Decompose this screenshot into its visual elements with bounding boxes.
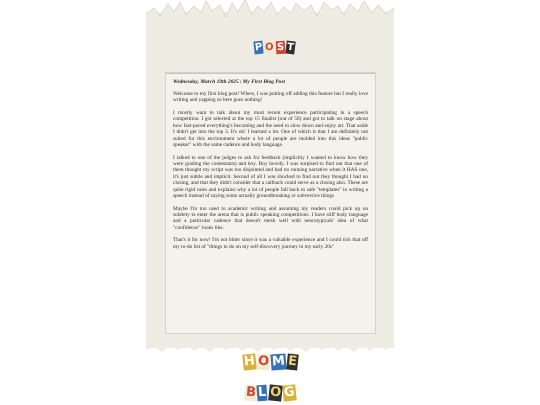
nav-home-container bbox=[0, 354, 540, 370]
blog-post-card bbox=[165, 72, 376, 334]
post-title: My First Blog Post bbox=[242, 79, 286, 85]
post-heading: Wednesday, March 19th 2025:My First Blog Post bbox=[173, 79, 286, 85]
cutout-letter: O bbox=[269, 384, 282, 401]
cutout-letter: G bbox=[282, 384, 296, 401]
logo-letter: T bbox=[286, 41, 295, 54]
cutout-letter: L bbox=[257, 384, 268, 401]
nav-blog-container bbox=[0, 385, 540, 401]
torn-paper-bottom-edge bbox=[146, 340, 394, 354]
home-link[interactable] bbox=[243, 354, 298, 370]
cutout-letter: H bbox=[242, 353, 256, 370]
logo-letter: O bbox=[264, 41, 275, 54]
post-paragraph: That's it for now! I'm not bitter since it was a valuable experience and I could tick that off my to-do list of "things to do on my self-discovery journey in my early 20s" bbox=[173, 237, 368, 250]
divider bbox=[166, 73, 375, 74]
cutout-letter: B bbox=[244, 384, 257, 401]
torn-paper-edge bbox=[146, 0, 394, 40]
cutout-letter: E bbox=[286, 353, 298, 370]
blog-link[interactable] bbox=[245, 385, 296, 401]
cutout-letter: O bbox=[256, 353, 270, 370]
post-body bbox=[173, 91, 368, 250]
post-paragraph: Welcome to my first blog post! Whew, I was putting off adding this feature but I really love writing and yapping so here goes nothing! bbox=[173, 91, 368, 104]
logo-letter: P bbox=[254, 41, 263, 54]
post-paragraph: Maybe I'm too used to academic writing and assuming my readers could pick up on subtlety to enter the arena that is public speaking competitions. I have stiff body language and a particular cadence that doesn't mesh well with neurotypicals' idea of what "confidence" looks like. bbox=[173, 205, 368, 231]
post-logo bbox=[254, 41, 295, 54]
post-date: Wednesday, March 19th 2025 bbox=[173, 79, 239, 85]
logo-letter: S bbox=[276, 41, 285, 54]
post-paragraph: I talked to one of the judges to ask for feedback (implicitly I wanted to know how they were grading the contestants) and boy. Boy howdy. I was surpised to find out that one of them thought my script was too disjointed and had no running narrative when it HAS one, it's just subtle and implicit. Second of all I was shocked to find out they thought I had no closing, and that they didn't consider that a callback could serve as a closing also. These are quite rigid rules and explains why a lot of people fall back to safe "templates" in writing a speech instead of saying some actually groundbreaking or subversive things bbox=[173, 154, 368, 200]
post-paragraph: I mostly want to talk about my most recent experience participating in a speech competition. I got selected at the top 15 finalist (out of 58) and got to talk on stage about how fast-paced everything's becoming and the need to slow down and enjoy art. That aside I didn't get into the top 3. It's ok! I learned a lot. One of which is that I am definitely not suited for this environment where a lot of people are molded into this ideas "public speaker" with the same cadence and body language. bbox=[173, 110, 368, 149]
cutout-letter: M bbox=[271, 353, 285, 370]
